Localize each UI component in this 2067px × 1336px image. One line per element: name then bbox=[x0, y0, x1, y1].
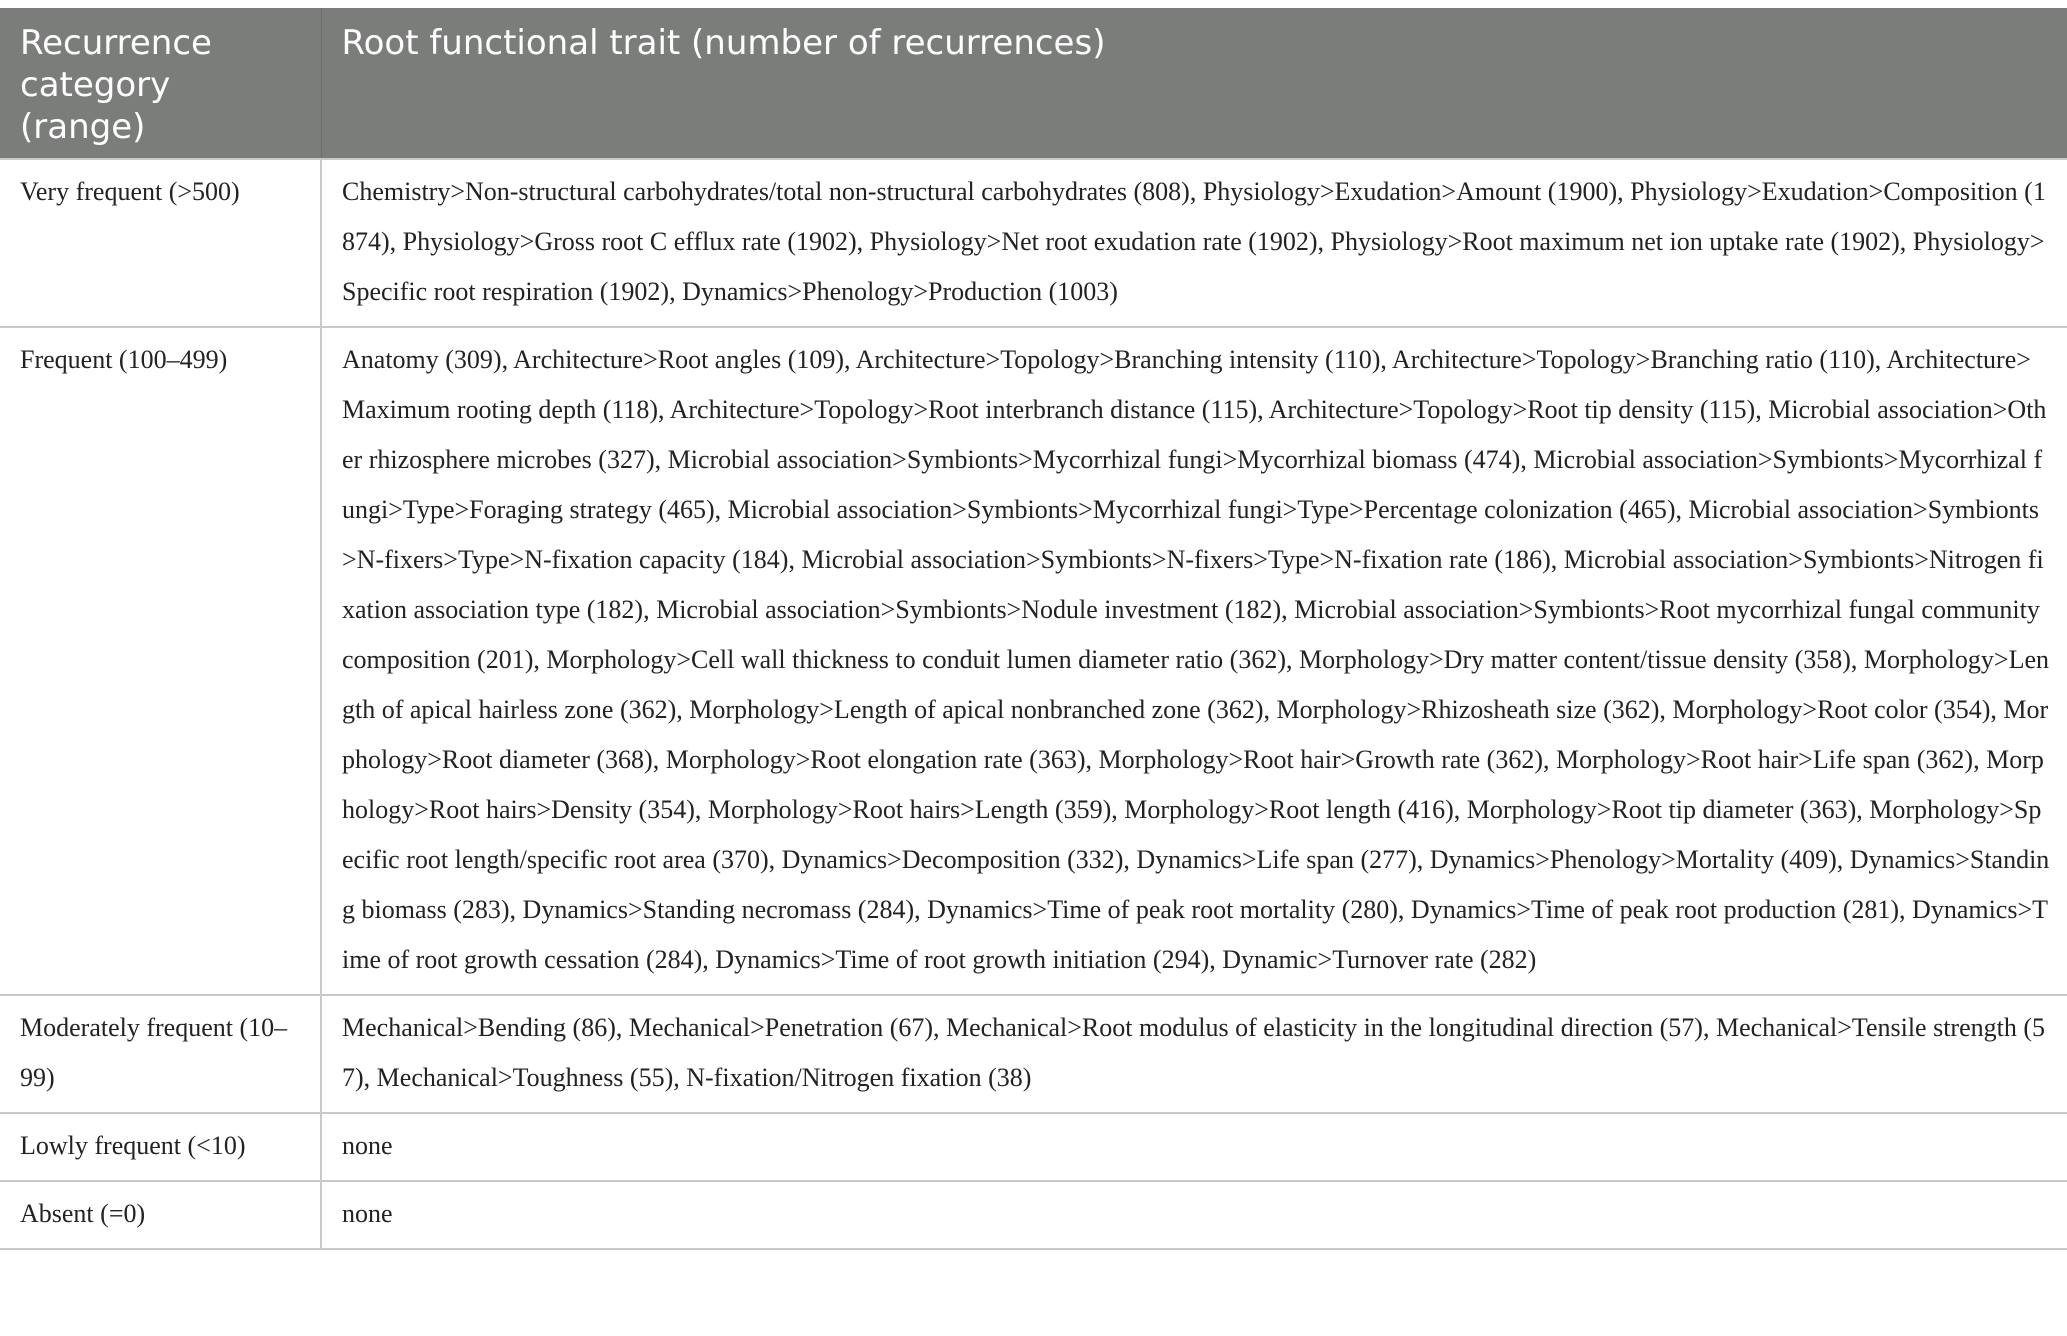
category-cell: Frequent (100–499) bbox=[0, 327, 321, 995]
trait-recurrence-table bbox=[0, 8, 2067, 1250]
table-row bbox=[0, 159, 2067, 327]
table-row bbox=[0, 995, 2067, 1113]
traits-cell: none bbox=[321, 1113, 2067, 1181]
header-row bbox=[0, 8, 2067, 159]
table-row bbox=[0, 1181, 2067, 1249]
table-body bbox=[0, 159, 2067, 1249]
header-recurrence-category: Recurrence category (range) bbox=[0, 8, 321, 159]
category-cell: Lowly frequent (<10) bbox=[0, 1113, 321, 1181]
traits-cell: Chemistry>Non-structural carbohydrates/total non-structural carbohydrates (808), Physiology>Exudation>Amount (1900), Physiology>Exudation>Composition (1874), Physiology>Gross root C efflux rate (1902), Physiology>Net root exudation rate (1902), Physiology>Root maximum net ion uptake rate (1902), Physiology>Specific root respiration (1902), Dynamics>Phenology>Production (1003) bbox=[321, 159, 2067, 327]
table-row bbox=[0, 327, 2067, 995]
table-header bbox=[0, 8, 2067, 159]
trait-recurrence-table-container bbox=[0, 8, 2067, 1250]
header-root-functional-trait: Root functional trait (number of recurrences) bbox=[321, 8, 2067, 159]
traits-cell: Mechanical>Bending (86), Mechanical>Penetration (67), Mechanical>Root modulus of elasticity in the longitudinal direction (57), Mechanical>Tensile strength (57), Mechanical>Toughness (55), N-fixation/Nitrogen fixation (38) bbox=[321, 995, 2067, 1113]
table-row bbox=[0, 1113, 2067, 1181]
category-cell: Absent (=0) bbox=[0, 1181, 321, 1249]
category-cell: Moderately frequent (10–99) bbox=[0, 995, 321, 1113]
traits-cell: Anatomy (309), Architecture>Root angles (109), Architecture>Topology>Branching intensity (110), Architecture>Topology>Branching ratio (110), Architecture>Maximum rooting depth (118), Architecture>Topology>Root interbranch distance (115), Architecture>Topology>Root tip density (115), Microbial association>Other rhizosphere microbes (327), Microbial association>Symbionts>Mycorrhizal fungi>Mycorrhizal biomass (474), Microbial association>Symbionts>Mycorrhizal fungi>Type>Foraging strategy (465), Microbial association>Symbionts>Mycorrhizal fungi>Type>Percentage colonization (465), Microbial association>Symbionts>N-fixers>Type>N-fixation capacity (184), Microbial association>Symbionts>N-fixers>Type>N-fixation rate (186), Microbial association>Symbionts>Nitrogen fixation association type (182), Microbial association>Symbionts>Nodule investment (182), Microbial association>Symbionts>Root mycorrhizal fungal community composition (201), Morphology>Cell wall thickness to conduit lumen diameter ratio (362), Morphology>Dry matter content/tissue density (358), Morphology>Length of apical hairless zone (362), Morphology>Length of apical nonbranched zone (362), Morphology>Rhizosheath size (362), Morphology>Root color (354), Morphology>Root diameter (368), Morphology>Root elongation rate (363), Morphology>Root hair>Growth rate (362), Morphology>Root hair>Life span (362), Morphology>Root hairs>Density (354), Morphology>Root hairs>Length (359), Morphology>Root length (416), Morphology>Root tip diameter (363), Morphology>Specific root length/specific root area (370), Dynamics>Decomposition (332), Dynamics>Life span (277), Dynamics>Phenology>Mortality (409), Dynamics>Standing biomass (283), Dynamics>Standing necromass (284), Dynamics>Time of peak root mortality (280), Dynamics>Time of peak root production (281), Dynamics>Time of root growth cessation (284), Dynamics>Time of root growth initiation (294), Dynamic>Turnover rate (282) bbox=[321, 327, 2067, 995]
traits-cell: none bbox=[321, 1181, 2067, 1249]
category-cell: Very frequent (>500) bbox=[0, 159, 321, 327]
